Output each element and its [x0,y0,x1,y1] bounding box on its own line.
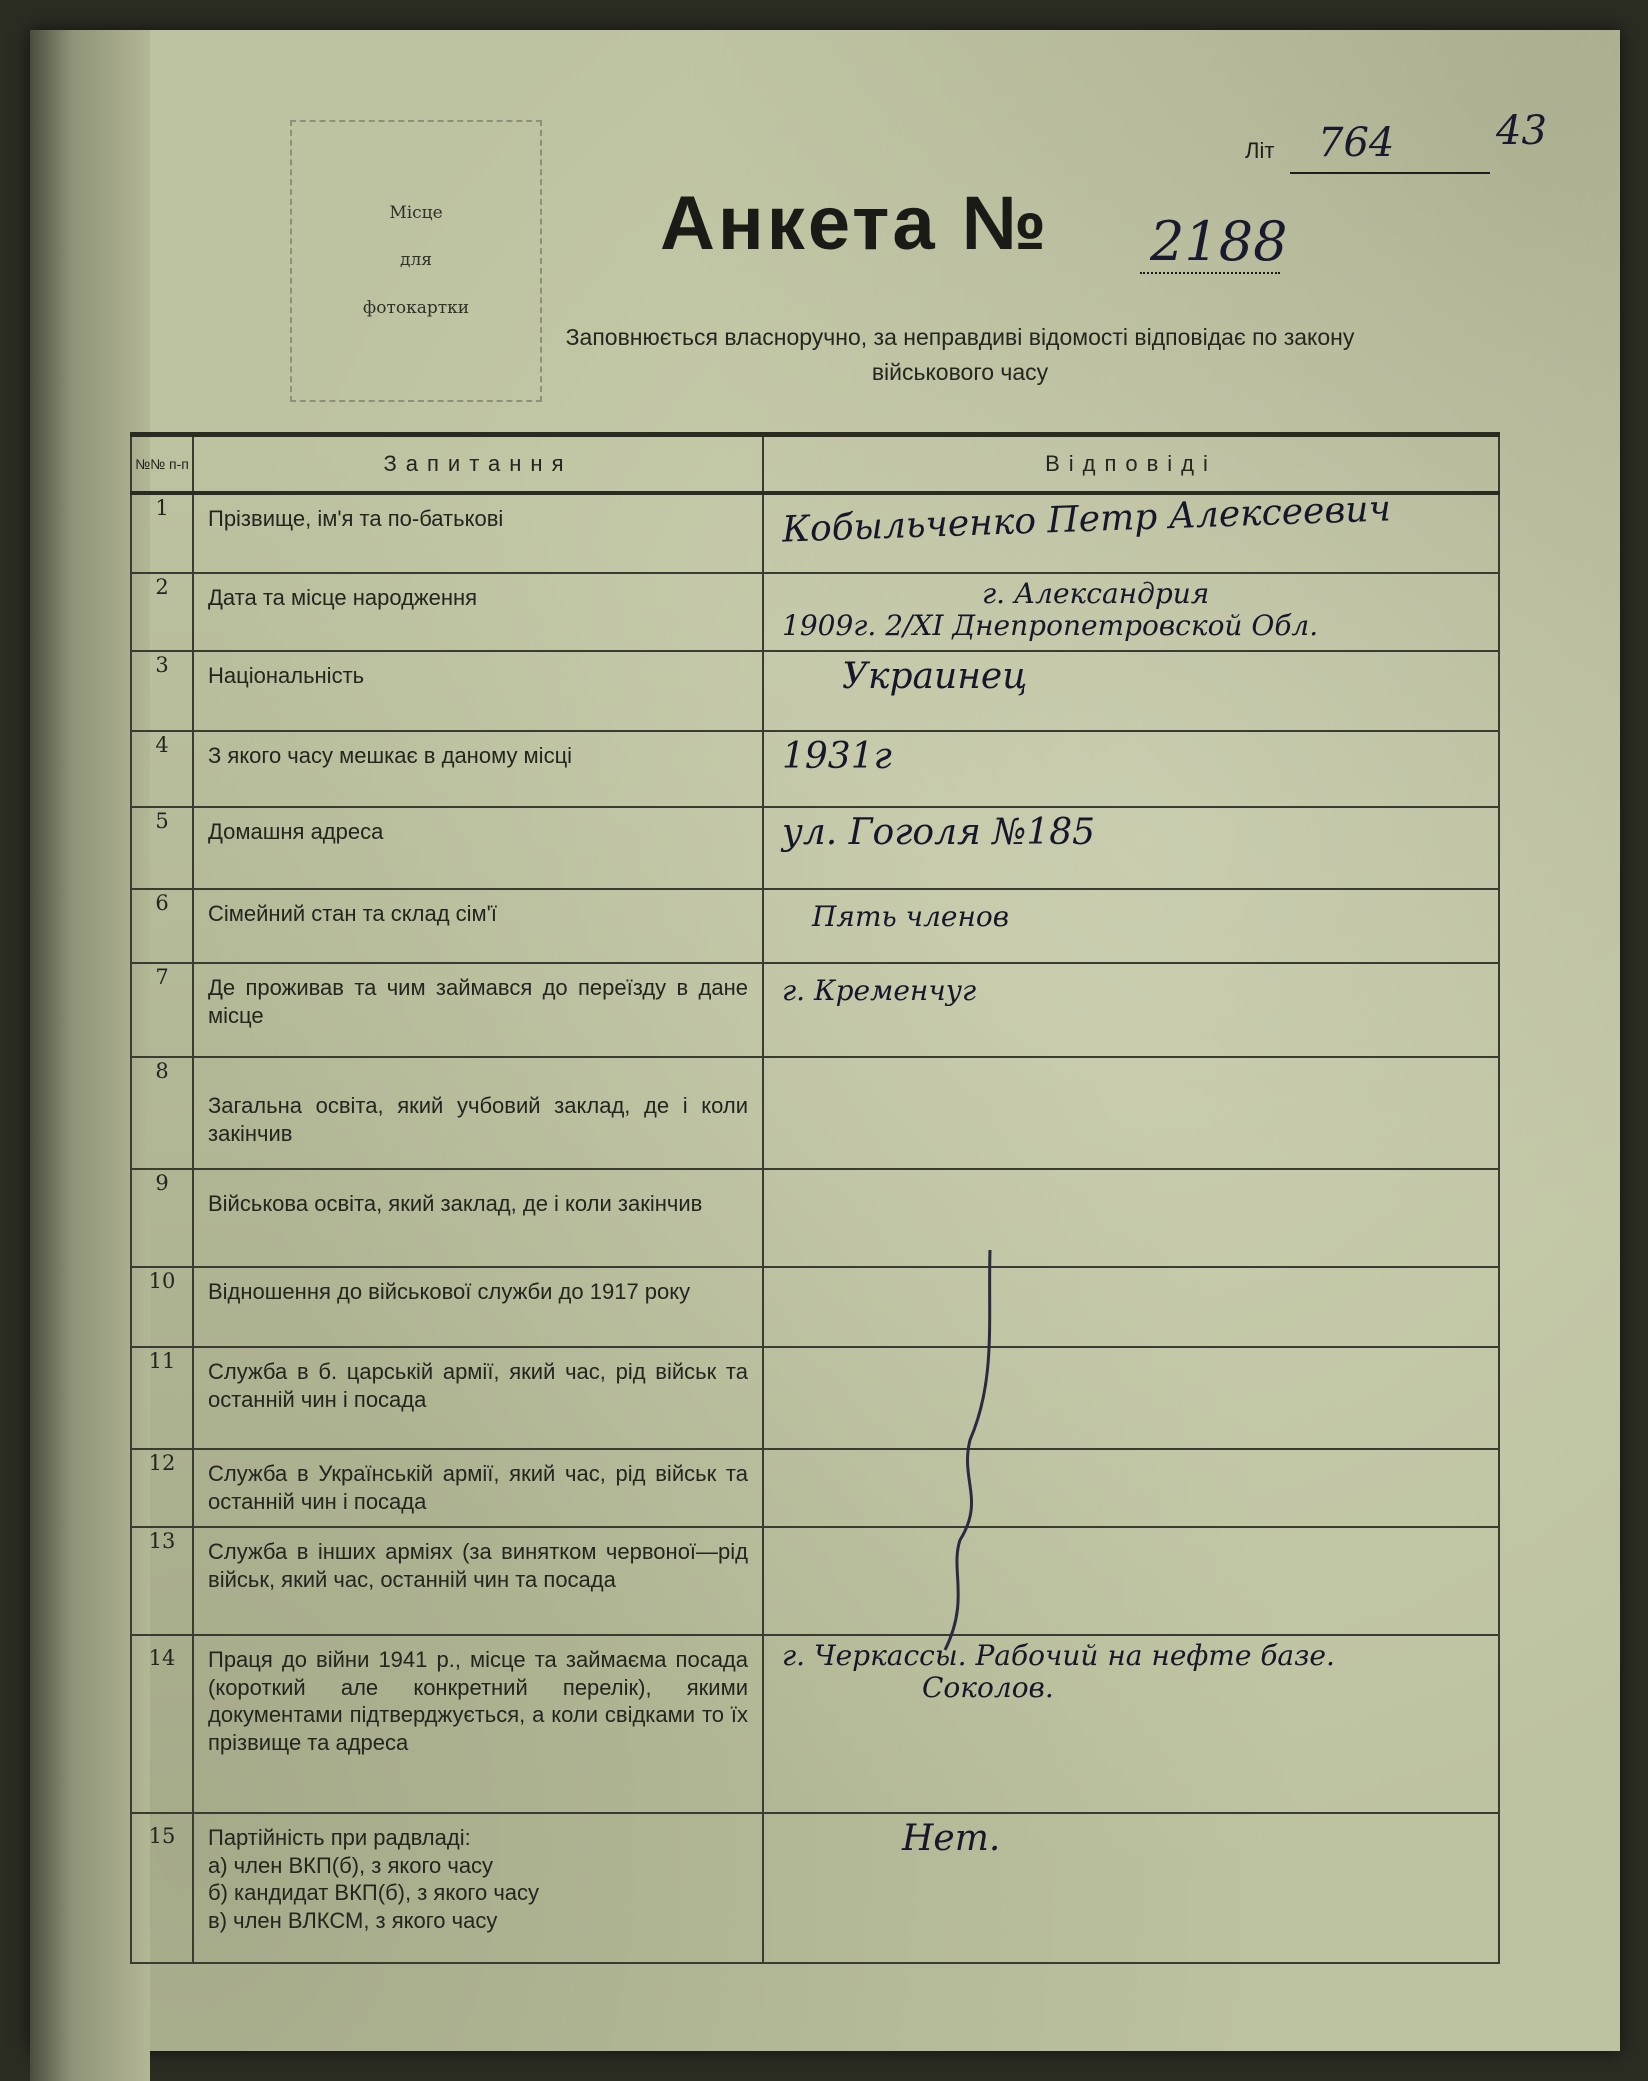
table-row [131,1449,1499,1527]
table-row [131,1267,1499,1347]
row-answer [763,573,1499,651]
row-number: 1 [131,493,193,573]
row-question: Праця до війни 1941 р., місце та займаєма посада (короткий але конкретний перелік), якими документами підтверджується, а коли свідками то їх прізвище та адреса [193,1635,763,1813]
table-row [131,889,1499,963]
row-answer [763,1347,1499,1449]
table-row [131,573,1499,651]
table-row [131,1057,1499,1169]
row-number: 5 [131,807,193,889]
table-row [131,1635,1499,1813]
row-number: 4 [131,731,193,807]
row-number: 11 [131,1347,193,1449]
subtitle-line-1: Заповнюється власноручно, за неправдиві відомості відповідає по закону [565,324,1355,350]
row-number: 2 [131,573,193,651]
col-header-answer: Відповіді [763,435,1499,494]
row-answer [763,651,1499,731]
form-number: 2188 [1150,210,1288,273]
row-question: З якого часу мешкає в даному місці [193,731,763,807]
row-number: 7 [131,963,193,1057]
row-question: Служба в б. царській армії, який час, рід військ та останній чин і посада [193,1347,763,1449]
col-header-question: Запитання [193,435,763,494]
answer-text-2: Соколов. [922,1671,1054,1705]
lit-label: Літ [1245,138,1275,163]
table-row [131,731,1499,807]
table-row [131,1813,1499,1963]
col-header-number: №№ п-п [131,435,193,494]
answer-text: г. Черкассы. Рабочий на нефте базе. [782,1639,1335,1672]
row-answer [763,488,1499,573]
row-number: 13 [131,1527,193,1635]
row-answer [763,889,1499,963]
row-question: Загальна освіта, який учбовий заклад, де і коли закінчив [193,1057,763,1169]
row-answer [763,1267,1499,1347]
row-answer [763,1449,1499,1527]
lit-underline [1290,172,1490,174]
answer-text: г. Кременчуг [782,974,977,1007]
answer-text-2: 1909г. 2/XI Днепропетровской Обл. [782,609,1319,643]
answer-text: г. Александрия [982,577,1210,610]
row-number: 6 [131,889,193,963]
row-answer [763,1635,1499,1813]
row-answer [763,963,1499,1057]
row-number: 8 [131,1057,193,1169]
answer-text: Нет. [902,1818,1001,1859]
row-question: Служба в Українській армії, який час, рід військ та останній чин і посада [193,1449,763,1527]
row-question: Прізвище, ім'я та по-батькові [193,493,763,573]
answer-text: Кобыльченко Петр Алексеевич [781,488,1392,551]
photo-label-3: фотокартки [362,297,470,318]
row-number: 9 [131,1169,193,1267]
table-row [131,651,1499,731]
answer-text: 1931г [782,736,892,777]
strike-through-mark [930,1240,1010,1660]
answer-text: ул. Гоголя №185 [782,812,1096,853]
table-row [131,1347,1499,1449]
form-title: Анкета № [660,181,1050,266]
lit-number: 764 [1318,120,1395,166]
row-answer [763,731,1499,807]
row-number: 10 [131,1267,193,1347]
row-answer [763,807,1499,889]
row-question: Служба в інших арміях (за винятком червоної—рід військ, який час, останній чин та посада [193,1527,763,1635]
sheet-number: 43 [1496,108,1547,154]
photo-label-2: для [400,250,432,271]
table-row [131,963,1499,1057]
answer-text: Пять членов [812,900,1010,933]
table-row [131,493,1499,573]
photo-label-1: Місце [389,202,443,223]
row-question: Військова освіта, який заклад, де і коли закінчив [193,1169,763,1267]
row-answer [763,1057,1499,1169]
questionnaire-table [130,432,1500,1964]
answer-text: Украинец [842,656,1028,697]
row-number: 15 [131,1813,193,1963]
row-number: 14 [131,1635,193,1813]
table-row [131,1527,1499,1635]
row-number: 3 [131,651,193,731]
table-row [131,807,1499,889]
subtitle-line-2: військового часу [871,358,1049,385]
form-subtitle [440,320,1480,389]
row-question: Відношення до військової служби до 1917 року [193,1267,763,1347]
row-question: Сімейний стан та склад сім'ї [193,889,763,963]
row-number: 12 [131,1449,193,1527]
table-row [131,1169,1499,1267]
row-question: Де проживав та чим займався до переїзду в дане місце [193,963,763,1057]
row-answer [763,1169,1499,1267]
row-question: Дата та місце народження [193,573,763,651]
row-answer [763,1527,1499,1635]
row-answer [763,1813,1499,1963]
row-question: Партійність при радвладі: а) член ВКП(б), з якого часу б) кандидат ВКП(б), з якого часу в) член ВЛКСМ, з якого часу [193,1813,763,1963]
row-question: Національність [193,651,763,731]
row-question: Домашня адреса [193,807,763,889]
